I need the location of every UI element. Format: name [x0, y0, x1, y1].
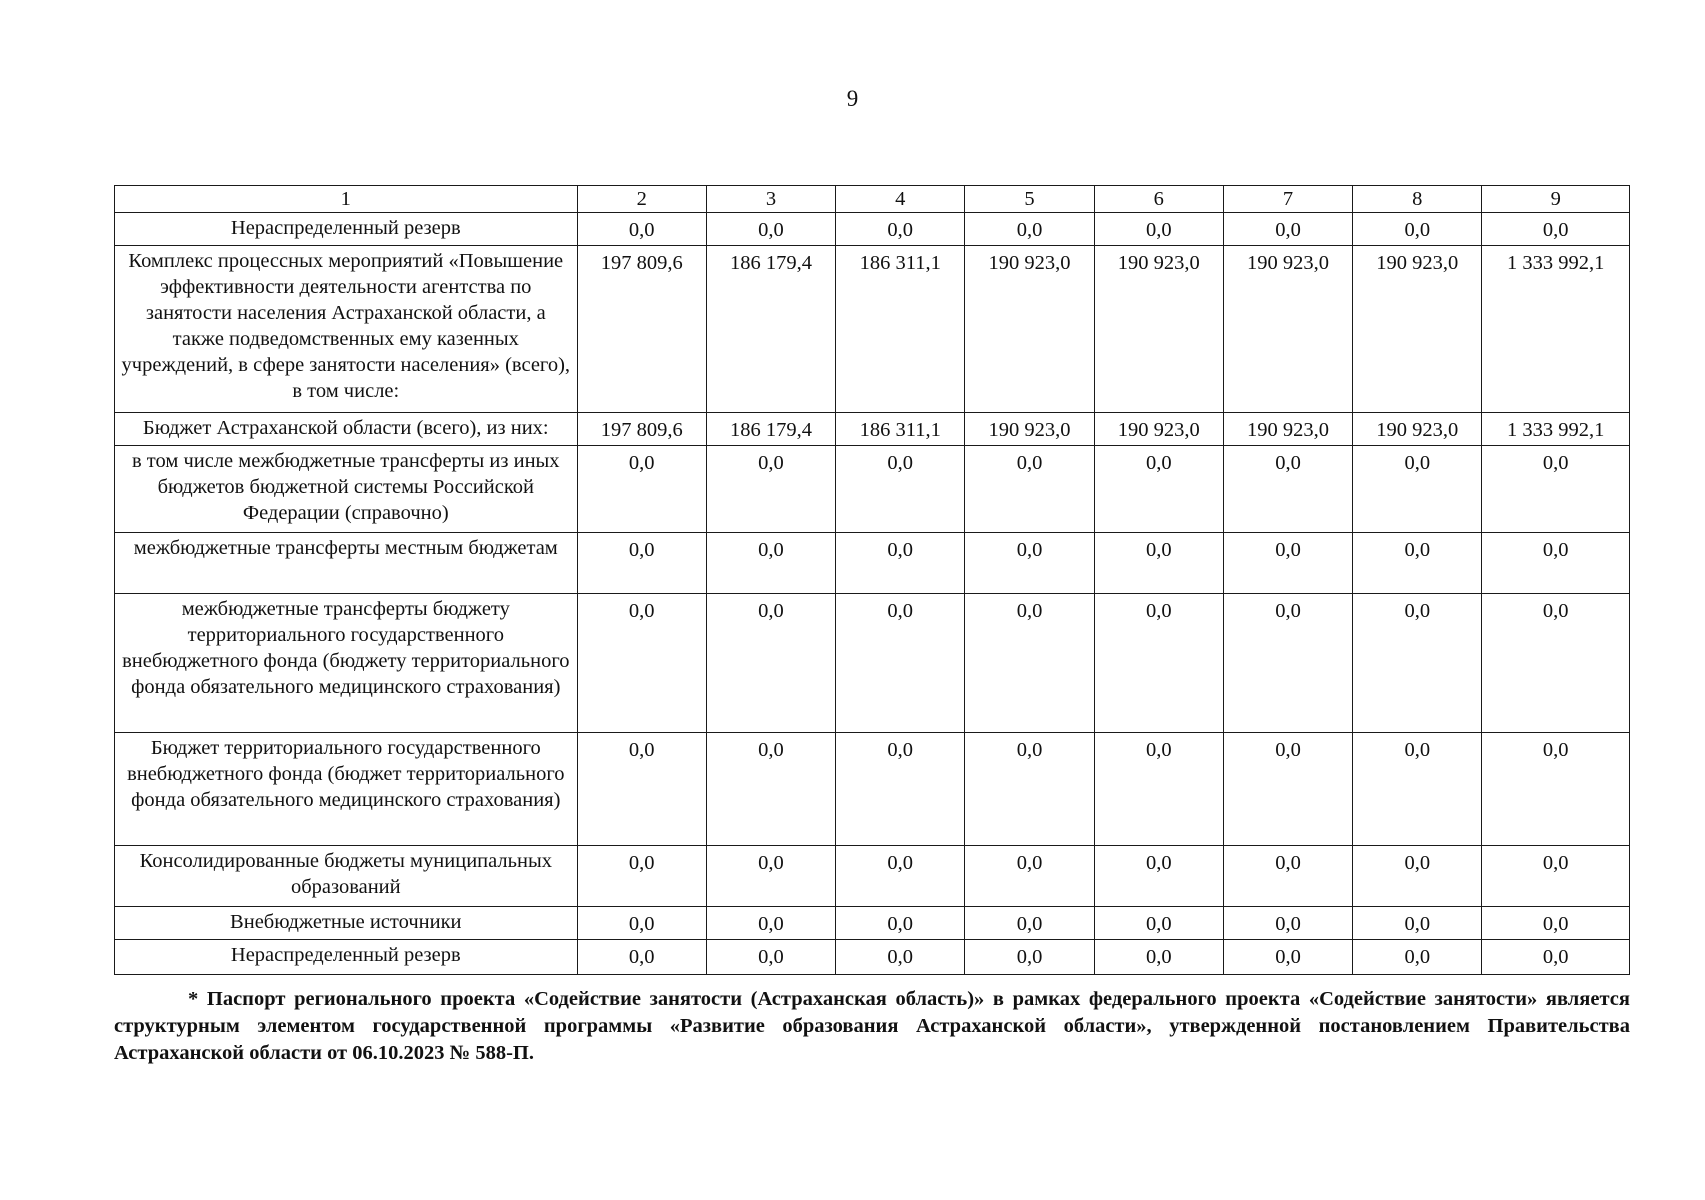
table-cell: 0,0	[706, 446, 835, 533]
table-cell: 0,0	[1223, 907, 1352, 940]
table-cell: 0,0	[1482, 940, 1630, 975]
row-label: Бюджет Астраханской области (всего), из них:	[115, 413, 578, 446]
table-cell: 0,0	[1094, 733, 1223, 846]
table-cell: 0,0	[577, 213, 706, 246]
footnote: * Паспорт регионального проекта «Содействие занятости (Астраханская область)» в рамках федерального проекта «Содействие занятости» является структурным элементом государственной программы «Развитие образования Астраханской области», утвержденной постановлением Правительства Астраханской области от 06.10.2023 № 588-П.	[114, 988, 1630, 1064]
table-cell: 0,0	[706, 213, 835, 246]
table-row	[115, 246, 1630, 413]
row-label: Внебюджетные источники	[115, 907, 578, 940]
table-cell: 190 923,0	[1094, 413, 1223, 446]
table-header-row	[115, 186, 1630, 213]
table-cell: 197 809,6	[577, 246, 706, 413]
row-label: Бюджет территориального государственного внебюджетного фонда (бюджет территориального фонда обязательного медицинского страхования)	[115, 733, 578, 846]
table-cell: 0,0	[1482, 846, 1630, 907]
page-number: 9	[846, 86, 859, 111]
row-label: в том числе межбюджетные трансферты из иных бюджетов бюджетной системы Российской Федерации (справочно)	[115, 446, 578, 533]
table-row	[115, 846, 1630, 907]
table-cell: 0,0	[1353, 846, 1482, 907]
table-cell: 0,0	[836, 213, 965, 246]
table-cell: 0,0	[1353, 213, 1482, 246]
table-row	[115, 594, 1630, 733]
table-cell: 0,0	[1094, 213, 1223, 246]
table-cell: 190 923,0	[1094, 246, 1223, 413]
table-cell: 0,0	[1353, 446, 1482, 533]
row-label: межбюджетные трансферты местным бюджетам	[115, 533, 578, 594]
table-cell: 0,0	[706, 594, 835, 733]
table-cell: 186 311,1	[836, 413, 965, 446]
column-header: 9	[1482, 186, 1630, 213]
table-cell: 0,0	[577, 533, 706, 594]
table-cell: 0,0	[577, 940, 706, 975]
table-cell: 0,0	[577, 846, 706, 907]
table-row	[115, 940, 1630, 975]
table-cell: 0,0	[836, 733, 965, 846]
table-cell: 0,0	[1223, 846, 1352, 907]
table-cell: 0,0	[1353, 907, 1482, 940]
table-cell: 0,0	[1353, 733, 1482, 846]
table-cell: 0,0	[706, 907, 835, 940]
row-label: Нераспределенный резерв	[115, 940, 578, 975]
table-cell: 0,0	[1223, 940, 1352, 975]
table-cell: 0,0	[1094, 533, 1223, 594]
table-cell: 197 809,6	[577, 413, 706, 446]
table-row	[115, 213, 1630, 246]
table-cell: 0,0	[1353, 594, 1482, 733]
table-row	[115, 413, 1630, 446]
table-cell: 1 333 992,1	[1482, 246, 1630, 413]
table-cell: 0,0	[836, 533, 965, 594]
row-label: Комплекс процессных мероприятий «Повышение эффективности деятельности агентства по занятости населения Астраханской области, а также подведомственных ему казенных учреждений, в сфере занятости населения» (всего), в том числе:	[115, 246, 578, 413]
table-cell: 0,0	[1094, 846, 1223, 907]
table-cell: 0,0	[965, 533, 1094, 594]
table-cell: 0,0	[965, 907, 1094, 940]
table-cell: 0,0	[1223, 533, 1352, 594]
table-cell: 0,0	[836, 846, 965, 907]
table-row	[115, 733, 1630, 846]
table-cell: 0,0	[577, 733, 706, 846]
column-header: 7	[1223, 186, 1352, 213]
table-cell: 0,0	[577, 907, 706, 940]
table-cell: 190 923,0	[1223, 413, 1352, 446]
column-header: 5	[965, 186, 1094, 213]
table-cell: 0,0	[1223, 594, 1352, 733]
table-cell: 0,0	[1094, 594, 1223, 733]
table-cell: 0,0	[836, 594, 965, 733]
table-cell: 0,0	[836, 907, 965, 940]
table-cell: 0,0	[1482, 594, 1630, 733]
table-cell: 0,0	[965, 213, 1094, 246]
table-row	[115, 446, 1630, 533]
table-cell: 0,0	[965, 846, 1094, 907]
table-cell: 0,0	[577, 594, 706, 733]
row-label: Нераспределенный резерв	[115, 213, 578, 246]
table-cell: 0,0	[1094, 907, 1223, 940]
column-header: 2	[577, 186, 706, 213]
table-cell: 0,0	[1094, 940, 1223, 975]
table-cell: 0,0	[1094, 446, 1223, 533]
table-cell: 0,0	[1482, 533, 1630, 594]
column-header: 3	[706, 186, 835, 213]
column-header: 8	[1353, 186, 1482, 213]
table-cell: 190 923,0	[1223, 246, 1352, 413]
table-cell: 0,0	[965, 594, 1094, 733]
column-header: 1	[115, 186, 578, 213]
table-cell: 0,0	[965, 733, 1094, 846]
table-cell: 0,0	[1223, 733, 1352, 846]
table-cell: 190 923,0	[1353, 246, 1482, 413]
table-cell: 0,0	[1353, 533, 1482, 594]
table-cell: 0,0	[706, 733, 835, 846]
table-cell: 0,0	[1223, 213, 1352, 246]
budget-table	[114, 185, 1630, 975]
table-row	[115, 533, 1630, 594]
table-cell: 1 333 992,1	[1482, 413, 1630, 446]
table-cell: 190 923,0	[965, 413, 1094, 446]
table-cell: 0,0	[1223, 446, 1352, 533]
table-cell: 0,0	[1482, 213, 1630, 246]
table-row	[115, 907, 1630, 940]
table-cell: 0,0	[965, 446, 1094, 533]
table-cell: 0,0	[1482, 446, 1630, 533]
table-cell: 0,0	[706, 533, 835, 594]
row-label: Консолидированные бюджеты муниципальных образований	[115, 846, 578, 907]
table-cell: 0,0	[577, 446, 706, 533]
table-cell: 0,0	[1482, 733, 1630, 846]
table-cell: 0,0	[706, 846, 835, 907]
table-cell: 0,0	[1353, 940, 1482, 975]
table-cell: 0,0	[836, 446, 965, 533]
table-cell: 0,0	[965, 940, 1094, 975]
table-cell: 190 923,0	[1353, 413, 1482, 446]
table-cell: 186 311,1	[836, 246, 965, 413]
table-cell: 0,0	[836, 940, 965, 975]
table-cell: 0,0	[706, 940, 835, 975]
table-cell: 0,0	[1482, 907, 1630, 940]
table-cell: 186 179,4	[706, 413, 835, 446]
column-header: 4	[836, 186, 965, 213]
row-label: межбюджетные трансферты бюджету территориального государственного внебюджетного фонда (бюджету территориального фонда обязательного медицинского страхования)	[115, 594, 578, 733]
table-cell: 190 923,0	[965, 246, 1094, 413]
table-cell: 186 179,4	[706, 246, 835, 413]
column-header: 6	[1094, 186, 1223, 213]
